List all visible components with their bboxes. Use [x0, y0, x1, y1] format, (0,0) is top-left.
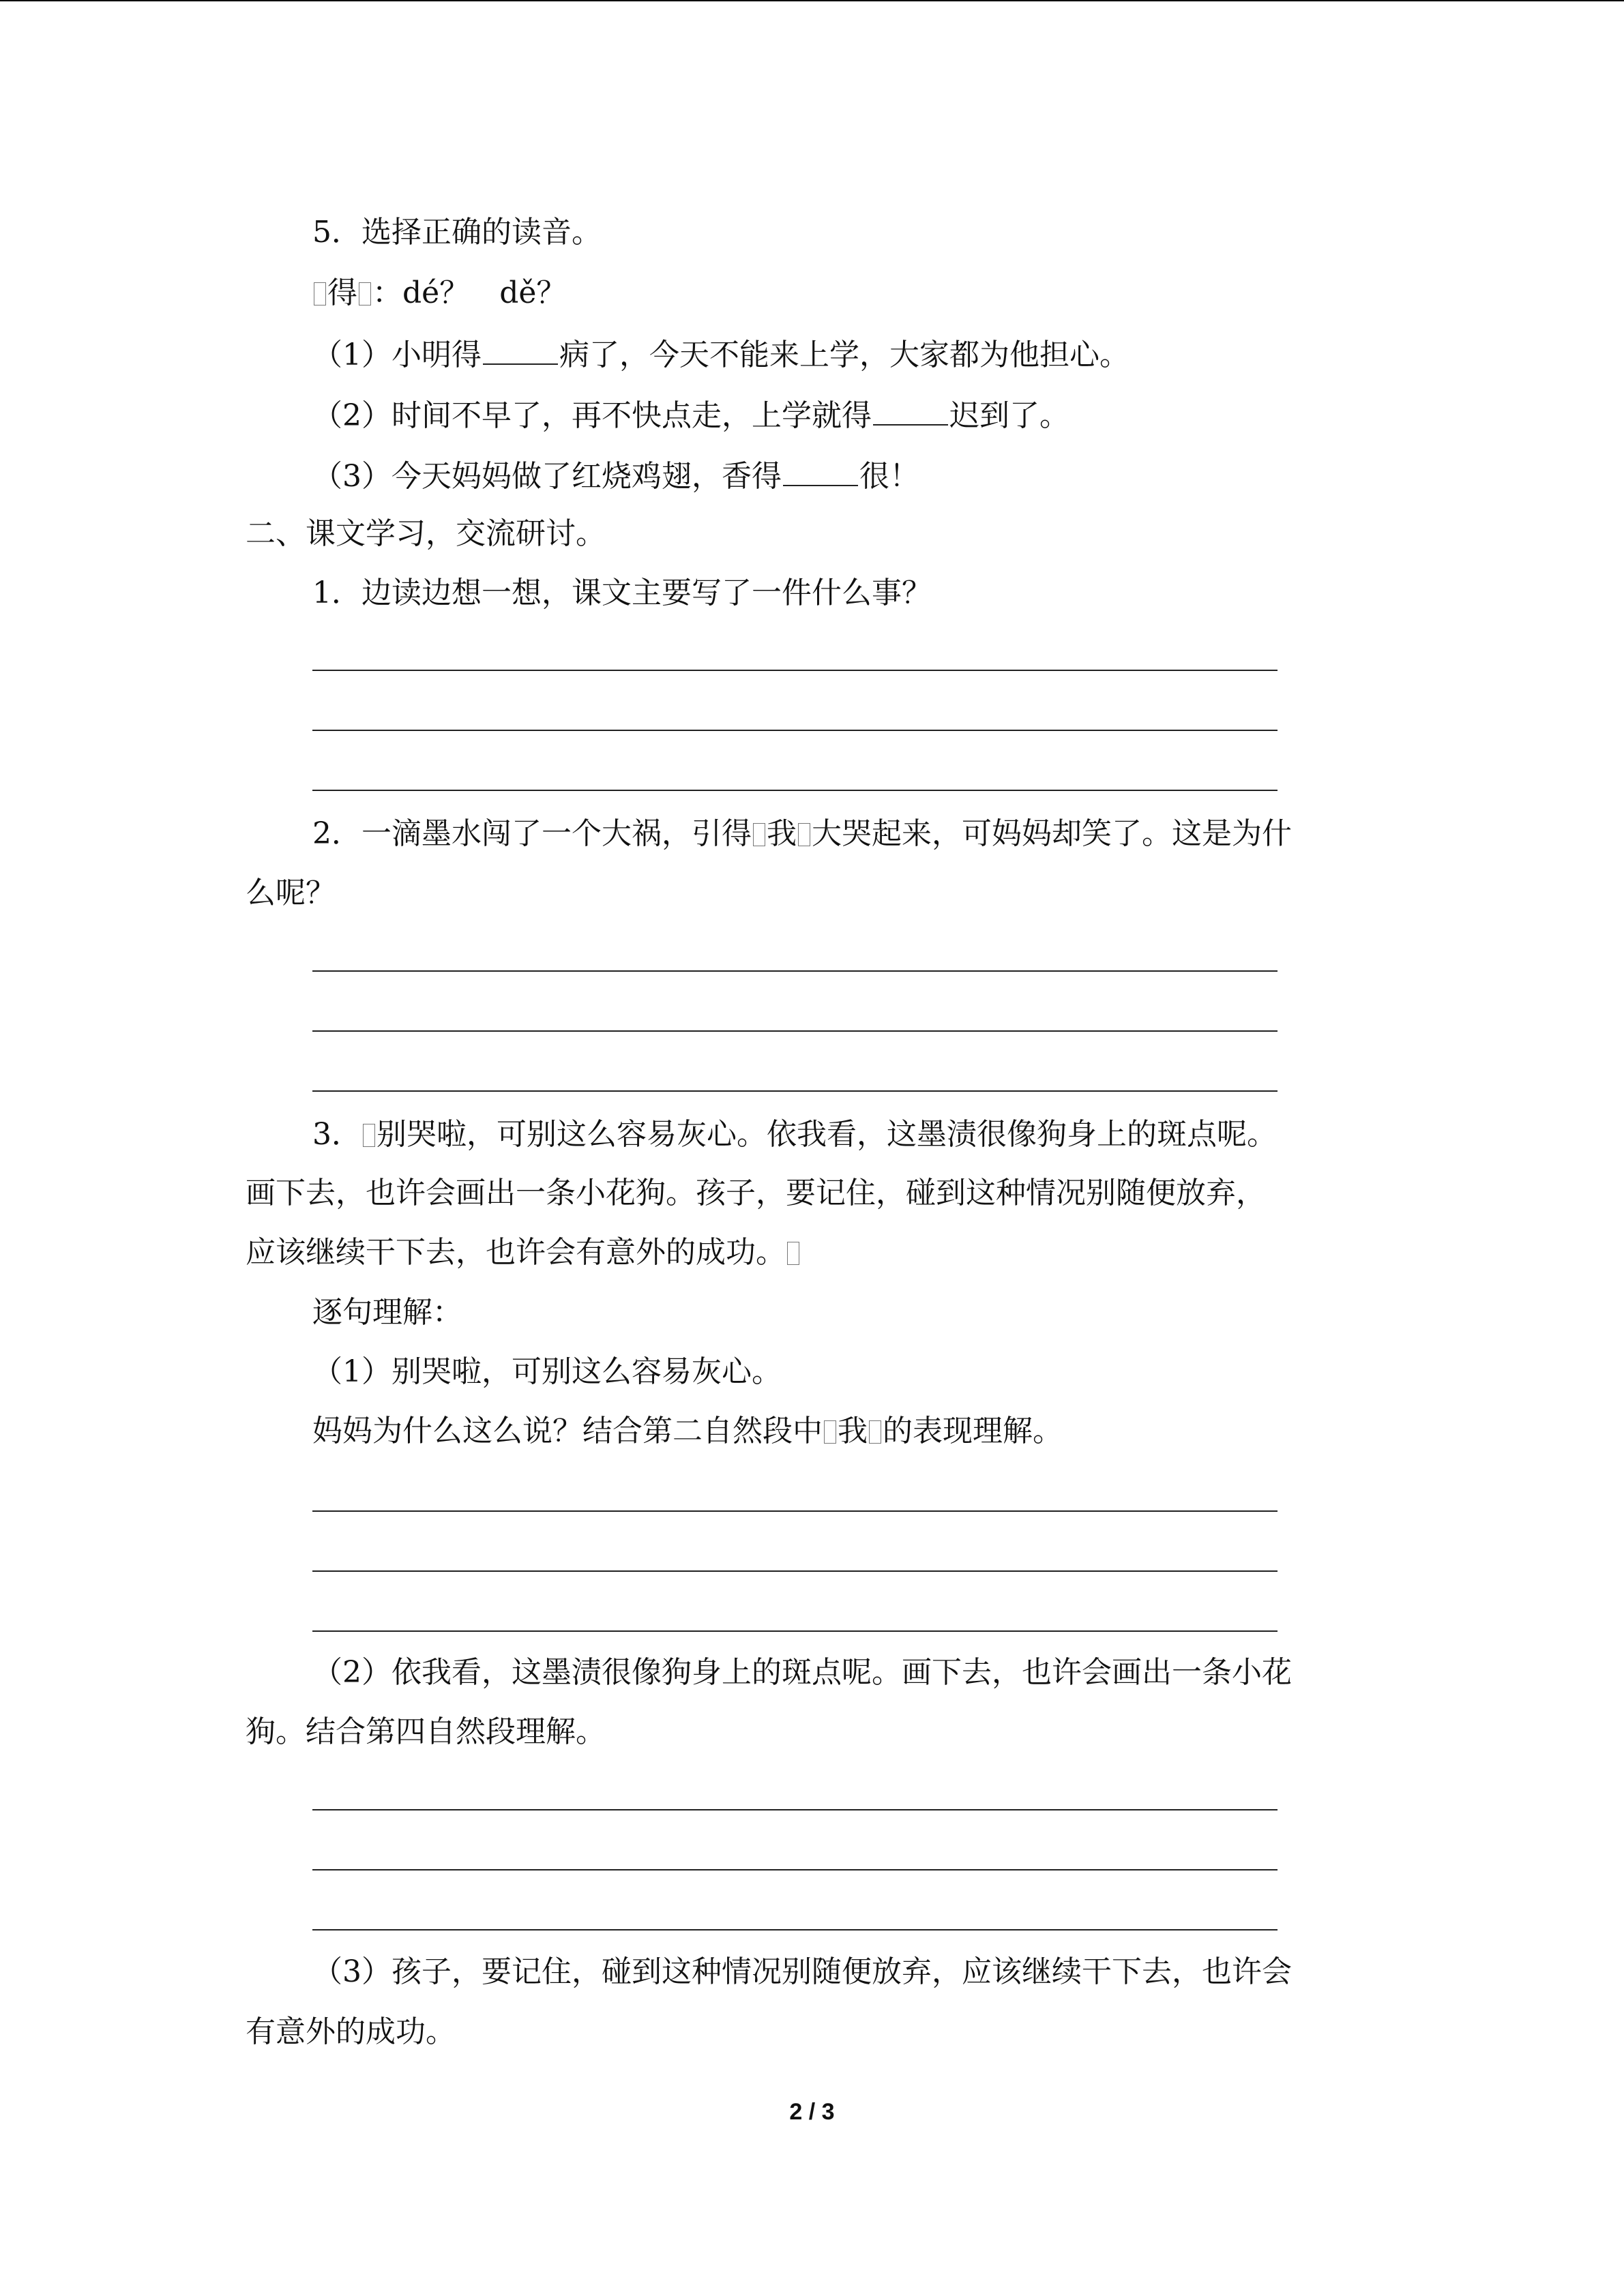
answer-line[interactable]	[312, 1510, 1278, 1512]
q3-sub1-q-a: 妈妈为什么这么说？结合第二自然段中	[312, 1414, 823, 1448]
answer-line[interactable]	[312, 1929, 1278, 1930]
q5-options-word: 得	[327, 275, 357, 310]
answer-line[interactable]	[312, 730, 1278, 731]
q5-title: 5．选择正确的读音。	[312, 215, 602, 250]
answer-blank-3[interactable]	[783, 455, 858, 486]
q3-text-3: 应该继续干下去，也许会有意外的成功。	[246, 1235, 786, 1270]
q5-item-2	[312, 394, 1069, 436]
q5-item-2-post: 迟到了。	[949, 398, 1069, 433]
quote-mark-icon	[359, 282, 371, 305]
page-top-border	[0, 0, 1624, 1]
q5-item-3-post: 很！	[859, 459, 919, 494]
q5-item-2-pre: （2）时间不早了，再不快点走，上学就得	[312, 398, 872, 433]
q3-sub1-q-c: 的表现理解。	[883, 1414, 1063, 1448]
quote-mark-icon	[753, 823, 765, 846]
q5-item-1-pre: （1）小明得	[312, 338, 482, 372]
answer-line[interactable]	[312, 1809, 1278, 1810]
q3-line-1	[312, 1114, 1277, 1155]
q3-line-2: 画下去，也许会画出一条小花狗。孩子，要记住，碰到这种情况别随便放弃，	[246, 1176, 1266, 1210]
q5-options-rest: ：dé？ dě？	[372, 275, 567, 310]
q5-item-3	[312, 455, 919, 497]
section2-heading: 二、课文学习，交流研讨。	[246, 516, 606, 551]
q3-number: 3．	[312, 1117, 361, 1152]
answer-line[interactable]	[312, 790, 1278, 791]
answer-line[interactable]	[312, 1630, 1278, 1632]
q3-sub3-line-1: （3）孩子，要记住，碰到这种情况别随便放弃，应该继续干下去，也许会	[312, 1954, 1292, 1989]
quote-mark-icon	[363, 1124, 375, 1147]
answer-line[interactable]	[312, 670, 1278, 671]
q5-options	[312, 273, 566, 314]
q3-label: 逐句理解：	[312, 1295, 462, 1330]
quote-mark-icon	[798, 823, 810, 846]
q3-sub3-line-2: 有意外的成功。	[246, 2014, 456, 2049]
q2-text-c: 大哭起来，可妈妈却笑了。这是为什	[812, 816, 1292, 851]
q3-sub2-line-1: （2）依我看，这墨渍很像狗身上的斑点呢。画下去，也许会画出一条小花	[312, 1655, 1292, 1690]
q3-line-3	[246, 1232, 801, 1273]
q2-line-1	[312, 814, 1292, 854]
quote-mark-icon	[787, 1242, 799, 1265]
answer-line[interactable]	[312, 1570, 1278, 1572]
q3-sub2-line-2: 狗。结合第四自然段理解。	[246, 1714, 606, 1749]
q5-item-3-pre: （3）今天妈妈做了红烧鸡翅，香得	[312, 459, 782, 494]
q2-text-b: 我	[767, 816, 797, 851]
q5-item-1	[312, 333, 1130, 376]
q3-sub1: （1）别哭啦，可别这么容易灰心。	[312, 1354, 782, 1389]
quote-mark-icon	[869, 1420, 881, 1444]
q1-text: 1．边读边想一想，课文主要写了一件什么事？	[312, 576, 932, 610]
answer-blank-1[interactable]	[483, 333, 558, 365]
answer-blank-2[interactable]	[873, 394, 948, 426]
q3-sub1-q-b: 我	[838, 1414, 868, 1448]
quote-mark-icon	[314, 282, 326, 305]
q2-line-2: 么呢？	[246, 876, 336, 910]
q3-text-1: 别哭啦，可别这么容易灰心。依我看，这墨渍很像狗身上的斑点呢。	[377, 1117, 1277, 1152]
answer-line[interactable]	[312, 1090, 1278, 1092]
q2-text-a: 2．一滴墨水闯了一个大祸，引得	[312, 816, 752, 851]
page-number: 2 / 3	[789, 2099, 835, 2125]
quote-mark-icon	[824, 1420, 836, 1444]
answer-line[interactable]	[312, 1030, 1278, 1032]
q3-sub1-question	[312, 1411, 1063, 1452]
answer-line[interactable]	[312, 1869, 1278, 1870]
answer-line[interactable]	[312, 970, 1278, 972]
q5-item-1-post: 病了，今天不能来上学，大家都为他担心。	[559, 338, 1130, 372]
